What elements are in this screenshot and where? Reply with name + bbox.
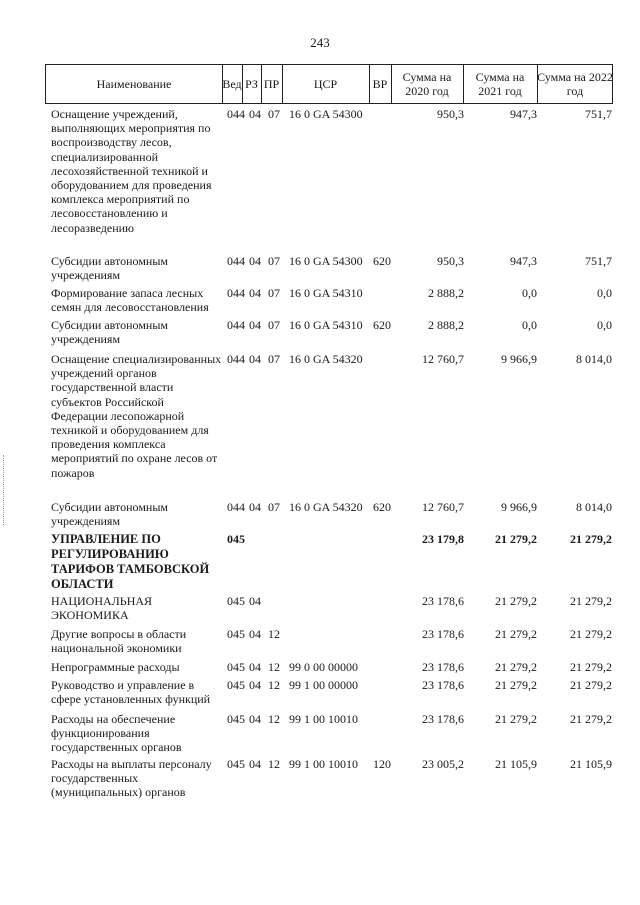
- row-name: Непрограммные расходы: [51, 660, 180, 674]
- cell-s2021: 21 279,2: [495, 594, 537, 608]
- header-vr: ВР: [369, 65, 392, 103]
- cell-pr: 07: [268, 107, 280, 121]
- cell-s2021: 0,0: [522, 318, 537, 332]
- row-name: Субсидии автономным учреждениям: [51, 500, 168, 529]
- header-csr: ЦСР: [282, 65, 370, 103]
- row-name: Расходы на обеспечение функционирования государственных органов: [51, 712, 182, 755]
- cell-s2021: 947,3: [510, 107, 537, 121]
- cell-s2021: 947,3: [510, 254, 537, 268]
- cell-pr: 07: [268, 500, 280, 514]
- cell-rz: 04: [249, 500, 261, 514]
- cell-pr: 12: [268, 757, 280, 771]
- cell-csr: 16 0 GA 54310: [289, 318, 363, 332]
- cell-rz: 04: [249, 352, 261, 366]
- cell-s2022: 21 279,2: [570, 532, 612, 546]
- cell-pr: 07: [268, 286, 280, 300]
- row-name: Субсидии автономным учреждениям: [51, 254, 168, 283]
- cell-rz: 04: [249, 627, 261, 641]
- cell-s2020: 12 760,7: [422, 500, 464, 514]
- cell-rz: 04: [249, 254, 261, 268]
- cell-s2022: 21 279,2: [570, 712, 612, 726]
- cell-s2020: 950,3: [437, 254, 464, 268]
- cell-s2021: 21 279,2: [495, 660, 537, 674]
- cell-s2020: 950,3: [437, 107, 464, 121]
- header-name: Наименование: [46, 65, 223, 103]
- cell-s2020: 23 178,6: [422, 660, 464, 674]
- cell-rz: 04: [249, 757, 261, 771]
- cell-ved: 045: [227, 627, 245, 641]
- cell-csr: 99 1 00 10010: [289, 757, 358, 771]
- cell-ved: 045: [227, 660, 245, 674]
- cell-csr: 99 1 00 10010: [289, 712, 358, 726]
- cell-s2021: 21 279,2: [495, 532, 537, 546]
- header-sum-2021: Сумма на 2021 год: [463, 65, 538, 103]
- cell-s2022: 751,7: [585, 254, 612, 268]
- cell-pr: 07: [268, 318, 280, 332]
- cell-csr: 99 0 00 00000: [289, 660, 358, 674]
- row-name: Другие вопросы в области национальной экономики: [51, 627, 187, 656]
- cell-rz: 04: [249, 678, 261, 692]
- cell-s2022: 0,0: [597, 286, 612, 300]
- cell-ved: 044: [227, 352, 245, 366]
- cell-vr: 620: [373, 254, 391, 268]
- header-sum-2020: Сумма на 2020 год: [391, 65, 464, 103]
- cell-rz: 04: [249, 712, 261, 726]
- cell-csr: 16 0 GA 54300: [289, 107, 363, 121]
- cell-ved: 044: [227, 318, 245, 332]
- cell-s2020: 23 178,6: [422, 627, 464, 641]
- cell-rz: 04: [249, 107, 261, 121]
- cell-s2021: 9 966,9: [501, 500, 537, 514]
- cell-pr: 07: [268, 352, 280, 366]
- cell-s2020: 12 760,7: [422, 352, 464, 366]
- cell-pr: 07: [268, 254, 280, 268]
- cell-vr: 620: [373, 500, 391, 514]
- cell-ved: 044: [227, 500, 245, 514]
- cell-s2022: 0,0: [597, 318, 612, 332]
- cell-s2022: 21 105,9: [570, 757, 612, 771]
- cell-s2022: 21 279,2: [570, 627, 612, 641]
- cell-s2021: 0,0: [522, 286, 537, 300]
- cell-s2020: 23 179,8: [422, 532, 464, 546]
- cell-s2020: 23 178,6: [422, 678, 464, 692]
- cell-ved: 045: [227, 678, 245, 692]
- cell-s2021: 21 279,2: [495, 627, 537, 641]
- cell-csr: 16 0 GA 54310: [289, 286, 363, 300]
- cell-csr: 16 0 GA 54300: [289, 254, 363, 268]
- cell-rz: 04: [249, 660, 261, 674]
- row-name: УПРАВЛЕНИЕ ПО РЕГУЛИРОВАНИЮ ТАРИФОВ ТАМБОВСКОЙ ОБЛАСТИ: [51, 532, 210, 591]
- cell-ved: 044: [227, 254, 245, 268]
- cell-rz: 04: [249, 318, 261, 332]
- row-name: Субсидии автономным учреждениям: [51, 318, 168, 347]
- row-name: Руководство и управление в сфере установленных функций: [51, 678, 211, 707]
- cell-s2020: 23 178,6: [422, 712, 464, 726]
- header-sum-2022: Сумма на 2022 год: [537, 70, 613, 98]
- cell-rz: 04: [249, 594, 261, 608]
- cell-ved: 044: [227, 107, 245, 121]
- cell-ved: 045: [227, 712, 245, 726]
- row-name: Оснащение учреждений, выполняющих мероприятия по воспроизводству лесов, специализированной лесохозяйственной техникой и оборудованием для проведения комплекса мероприятий по лесовосстановлению и лесоразведению: [51, 107, 212, 235]
- cell-csr: 16 0 GA 54320: [289, 352, 363, 366]
- cell-ved: 045: [227, 594, 245, 608]
- cell-s2022: 21 279,2: [570, 660, 612, 674]
- row-name: Расходы на выплаты персоналу государственных (муниципальных) органов: [51, 757, 212, 800]
- cell-s2021: 9 966,9: [501, 352, 537, 366]
- cell-rz: 04: [249, 286, 261, 300]
- cell-s2022: 21 279,2: [570, 594, 612, 608]
- cell-csr: 99 1 00 00000: [289, 678, 358, 692]
- cell-s2020: 2 888,2: [428, 286, 464, 300]
- cell-pr: 12: [268, 678, 280, 692]
- cell-s2021: 21 105,9: [495, 757, 537, 771]
- row-name: НАЦИОНАЛЬНАЯ ЭКОНОМИКА: [51, 594, 153, 623]
- cell-s2020: 23 178,6: [422, 594, 464, 608]
- row-name: Формирование запаса лесных семян для лесовосстановления: [51, 286, 209, 315]
- cell-ved: 045: [227, 532, 245, 546]
- cell-s2020: 23 005,2: [422, 757, 464, 771]
- cell-s2022: 21 279,2: [570, 678, 612, 692]
- cell-pr: 12: [268, 627, 280, 641]
- margin-mark: [3, 455, 8, 525]
- header-ved: Вед: [222, 65, 243, 103]
- header-rz: РЗ: [242, 65, 262, 103]
- cell-csr: 16 0 GA 54320: [289, 500, 363, 514]
- cell-s2022: 8 014,0: [576, 352, 612, 366]
- cell-s2021: 21 279,2: [495, 712, 537, 726]
- page-number: 243: [310, 35, 330, 50]
- cell-pr: 12: [268, 712, 280, 726]
- cell-s2021: 21 279,2: [495, 678, 537, 692]
- cell-s2022: 8 014,0: [576, 500, 612, 514]
- cell-ved: 045: [227, 757, 245, 771]
- cell-s2020: 2 888,2: [428, 318, 464, 332]
- row-name: Оснащение специализированных учреждений органов государственной власти субъектов Российской Федерации лесопожарной техникой и оборудованием для проведения комплекса мероприятий по охране лесов от пожаров: [51, 352, 222, 480]
- cell-vr: 120: [373, 757, 391, 771]
- cell-pr: 12: [268, 660, 280, 674]
- table-header: [45, 64, 613, 104]
- cell-s2022: 751,7: [585, 107, 612, 121]
- cell-vr: 620: [373, 318, 391, 332]
- header-pr: ПР: [261, 65, 283, 103]
- cell-ved: 044: [227, 286, 245, 300]
